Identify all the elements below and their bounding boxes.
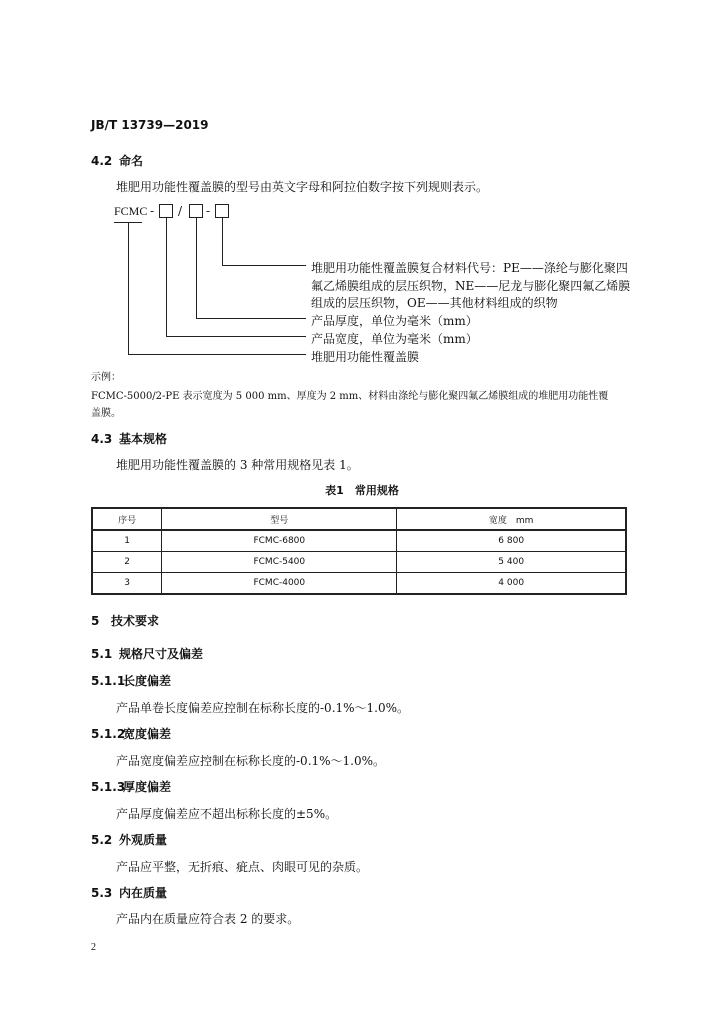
width-label: 产品宽度，单位为毫米（mm） bbox=[311, 332, 478, 346]
table-row bbox=[92, 552, 626, 573]
section-number: 5.1 bbox=[91, 647, 113, 661]
separator-dash-1: - bbox=[150, 204, 155, 218]
section-number: 5.1.1 bbox=[91, 674, 126, 688]
section-title: 规格尺寸及偏差 bbox=[119, 647, 204, 661]
prefix-leader-horizontal bbox=[128, 354, 306, 355]
section-number: 5.3 bbox=[91, 886, 113, 900]
section-4-3-heading bbox=[91, 430, 167, 447]
section-5-2-heading bbox=[91, 831, 167, 848]
thickness-label: 产品厚度，单位为毫米（mm） bbox=[311, 314, 478, 328]
section-title: 基本规格 bbox=[119, 432, 168, 446]
section-number: 4.2 bbox=[91, 154, 113, 168]
material-code-box bbox=[215, 204, 229, 218]
cell-width: 4 000 bbox=[397, 573, 626, 595]
product-label: 堆肥用功能性覆盖膜 bbox=[311, 350, 420, 364]
section-title: 内在质量 bbox=[119, 886, 168, 900]
table-caption: 表1 常用规格 bbox=[325, 484, 399, 497]
cell-model: FCMC-6800 bbox=[162, 530, 397, 552]
column-header-model: 型号 bbox=[162, 508, 397, 530]
cell-index: 1 bbox=[92, 530, 162, 552]
example-text-line-2: 盖膜。 bbox=[91, 408, 121, 419]
section-title: 外观质量 bbox=[119, 833, 168, 847]
table-row bbox=[92, 573, 626, 595]
material-label-line-2: 氟乙烯膜组成的层压织物，NE——尼龙与膨化聚四氟乙烯膜 bbox=[311, 279, 631, 293]
cell-index: 2 bbox=[92, 552, 162, 573]
section-number: 5.1.2 bbox=[91, 727, 126, 741]
cell-model: FCMC-5400 bbox=[162, 552, 397, 573]
cell-width: 5 400 bbox=[397, 552, 626, 573]
width-leader-horizontal bbox=[166, 336, 306, 337]
table-header-row bbox=[92, 508, 626, 530]
column-header-index: 序号 bbox=[92, 508, 162, 530]
section-title: 长度偏差 bbox=[123, 674, 172, 688]
section-5-3-heading bbox=[91, 884, 167, 901]
length-deviation-text: 产品单卷长度偏差应控制在标称长度的-0.1%～1.0%。 bbox=[116, 701, 410, 715]
section-title: 宽度偏差 bbox=[123, 727, 172, 741]
width-code-box bbox=[159, 204, 173, 218]
thickness-deviation-text: 产品厚度偏差应不超出标称长度的±5%。 bbox=[116, 807, 338, 821]
section-title: 厚度偏差 bbox=[123, 780, 172, 794]
table-row bbox=[92, 530, 626, 552]
material-leader-vertical bbox=[222, 218, 223, 266]
spec-intro: 堆肥用功能性覆盖膜的 3 种常用规格见表 1。 bbox=[116, 458, 359, 472]
material-leader-horizontal bbox=[222, 265, 306, 266]
internal-quality-text: 产品内在质量应符合表 2 的要求。 bbox=[116, 912, 300, 926]
example-text-line-1: FCMC-5000/2-PE 表示宽度为 5 000 mm、厚度为 2 mm、材料由涤纶与膨化聚四氟乙烯膜组成的堆肥用功能性覆 bbox=[91, 391, 609, 402]
material-label-line-3: 组成的层压织物，OE——其他材料组成的织物 bbox=[311, 296, 558, 310]
standard-number: JB/T 13739—2019 bbox=[91, 118, 209, 132]
thickness-leader-horizontal bbox=[196, 318, 306, 319]
example-label: 示例： bbox=[91, 372, 121, 383]
prefix-leader-vertical bbox=[128, 222, 129, 355]
spec-table bbox=[91, 507, 627, 595]
appearance-quality-text: 产品应平整，无折痕、疵点、肉眼可见的杂质。 bbox=[116, 860, 369, 874]
section-4-2-heading bbox=[91, 152, 143, 169]
section-title: 命名 bbox=[119, 154, 144, 168]
column-header-width: 宽度 mm bbox=[397, 508, 626, 530]
separator-slash: / bbox=[178, 204, 183, 218]
section-5-1-2-heading bbox=[91, 725, 171, 742]
section-number: 5.2 bbox=[91, 833, 113, 847]
page-number: 2 bbox=[91, 942, 96, 953]
section-number: 5.1.3 bbox=[91, 780, 126, 794]
section-number: 5 bbox=[91, 614, 100, 628]
section-5-1-1-heading bbox=[91, 672, 171, 689]
material-label-line-1: 堆肥用功能性覆盖膜复合材料代号：PE——涤纶与膨化聚四 bbox=[311, 261, 628, 275]
separator-dash-2: - bbox=[206, 204, 211, 218]
section-5-heading bbox=[91, 612, 159, 629]
section-number: 4.3 bbox=[91, 432, 113, 446]
thickness-code-box bbox=[189, 204, 203, 218]
section-title: 技术要求 bbox=[111, 614, 160, 628]
thickness-leader-vertical bbox=[196, 218, 197, 319]
cell-index: 3 bbox=[92, 573, 162, 595]
naming-intro: 堆肥用功能性覆盖膜的型号由英文字母和阿拉伯数字按下列规则表示。 bbox=[116, 180, 489, 194]
section-5-1-heading bbox=[91, 645, 203, 662]
cell-model: FCMC-4000 bbox=[162, 573, 397, 595]
width-leader-vertical bbox=[166, 218, 167, 337]
model-prefix: FCMC bbox=[114, 204, 148, 218]
section-5-1-3-heading bbox=[91, 778, 171, 795]
width-deviation-text: 产品宽度偏差应控制在标称长度的-0.1%～1.0%。 bbox=[116, 754, 386, 768]
cell-width: 6 800 bbox=[397, 530, 626, 552]
